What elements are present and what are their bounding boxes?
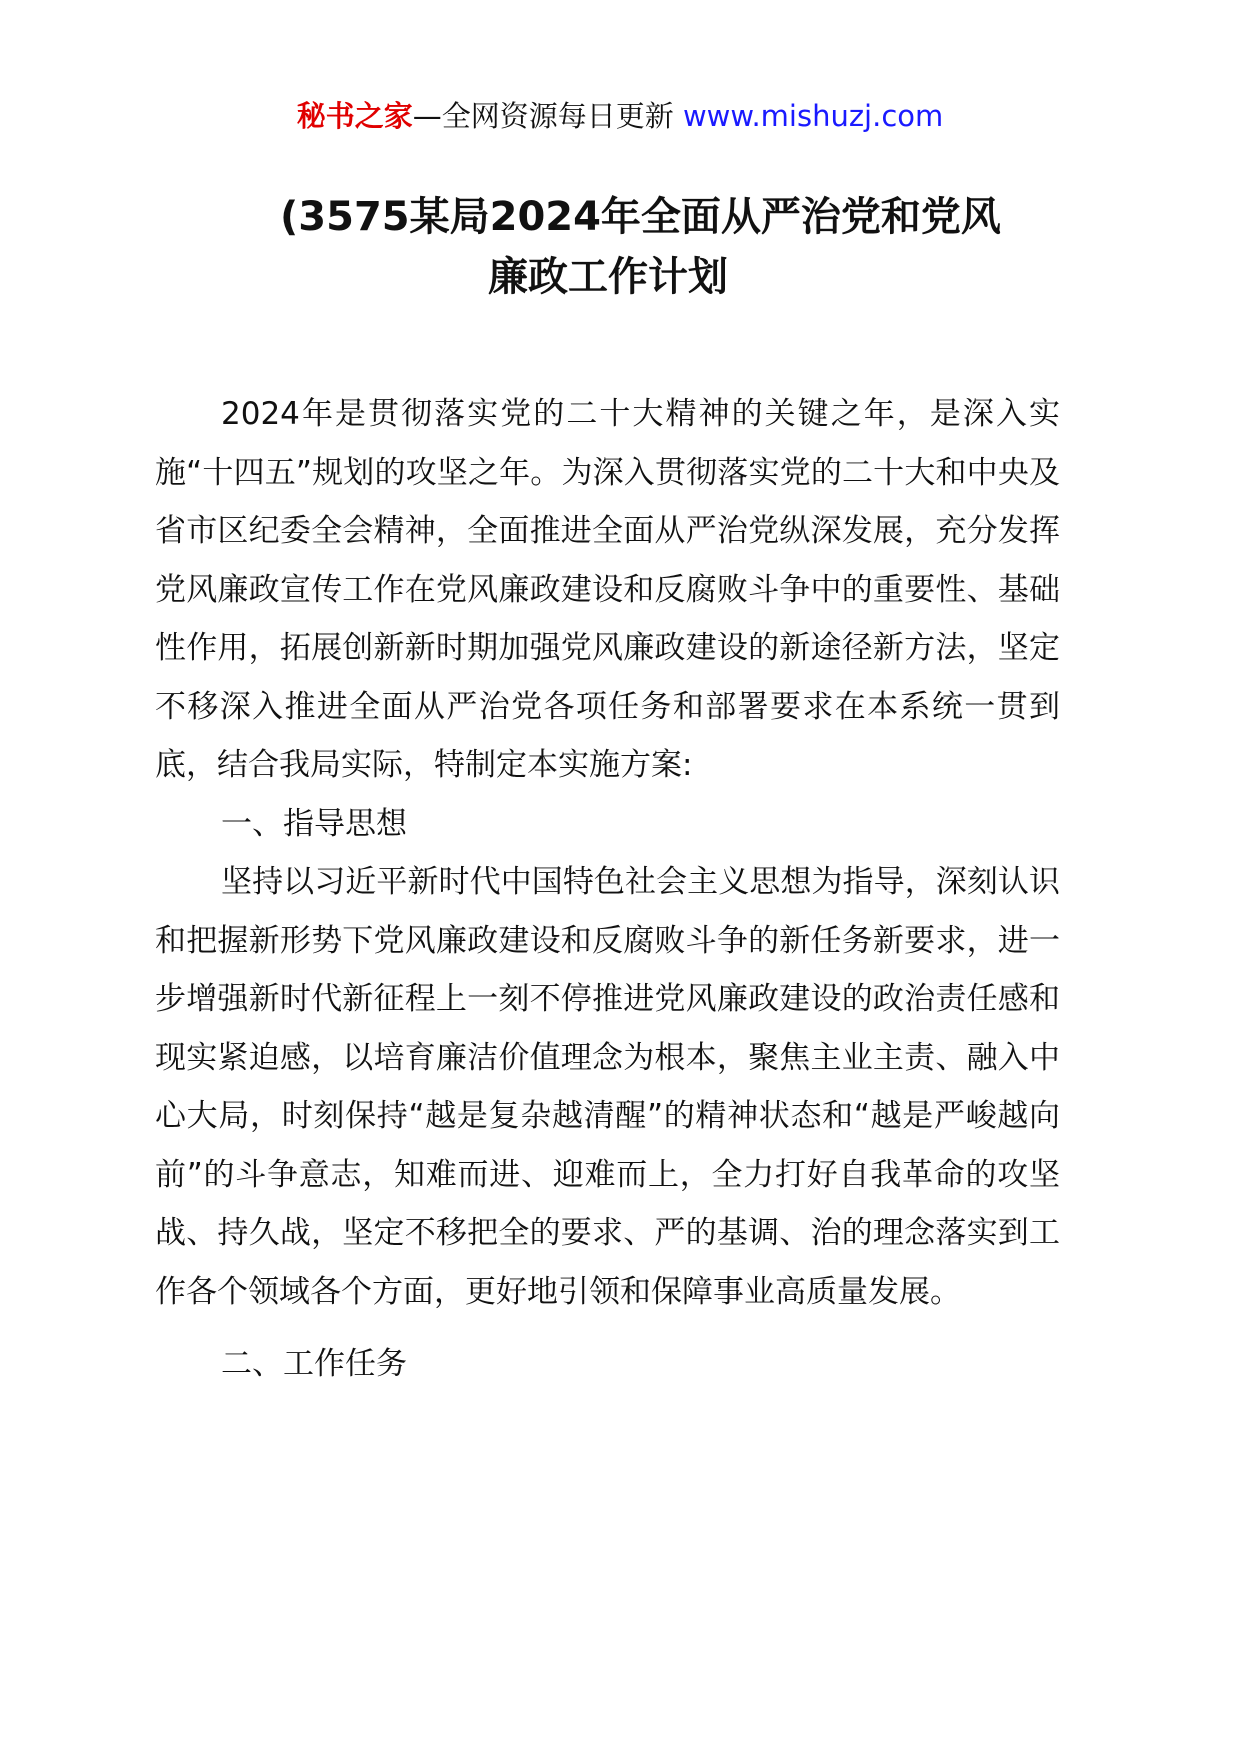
document-body	[155, 385, 1060, 1394]
site-header	[0, 96, 1240, 136]
document-title-line-2: 廉政工作计划	[488, 254, 728, 300]
guiding-ideology-paragraph: 坚持以习近平新时代中国特色社会主义思想为指导，深刻认识和把握新形势下党风廉政建设和反腐败斗争的新任务新要求，进一步增强新时代新征程上一刻不停推进党风廉政建设的政治责任感和现实紧迫感，以培育廉洁价值理念为根本，聚焦主业主责、融入中心大局，时刻保持“越是复杂越清醒”的精神状态和“越是严峻越向前”的斗争意志，知难而进、迎难而上，全力打好自我革命的攻坚战、持久战，坚定不移把全的要求、严的基调、治的理念落实到工作各个领域各个方面，更好地引领和保障事业高质量发展。	[155, 864, 1060, 1310]
document-title	[280, 187, 1080, 307]
section-heading-guiding-ideology: 一、指导思想	[221, 805, 407, 842]
site-url-link[interactable]: www.mishuzj.com	[682, 99, 944, 133]
brand-name: 秘书之家	[296, 99, 413, 133]
document-title-line-1: (3575某局2024年全面从严治党和党风	[280, 194, 1001, 240]
header-slogan: —全网资源每日更新	[412, 99, 674, 133]
intro-paragraph: 2024年是贯彻落实党的二十大精神的关键之年，是深入实施“十四五”规划的攻坚之年。为深入贯彻落实党的二十大和中央及省市区纪委全会精神，全面推进全面从严治党纵深发展，充分发挥党风廉政宣传工作在党风廉政建设和反腐败斗争中的重要性、基础性作用，拓展创新新时期加强党风廉政建设的新途径新方法，坚定不移深入推进全面从严治党各项任务和部署要求在本系统一贯到底，结合我局实际，特制定本实施方案:	[155, 396, 1060, 783]
section-heading-work-tasks: 二、工作任务	[221, 1346, 407, 1382]
